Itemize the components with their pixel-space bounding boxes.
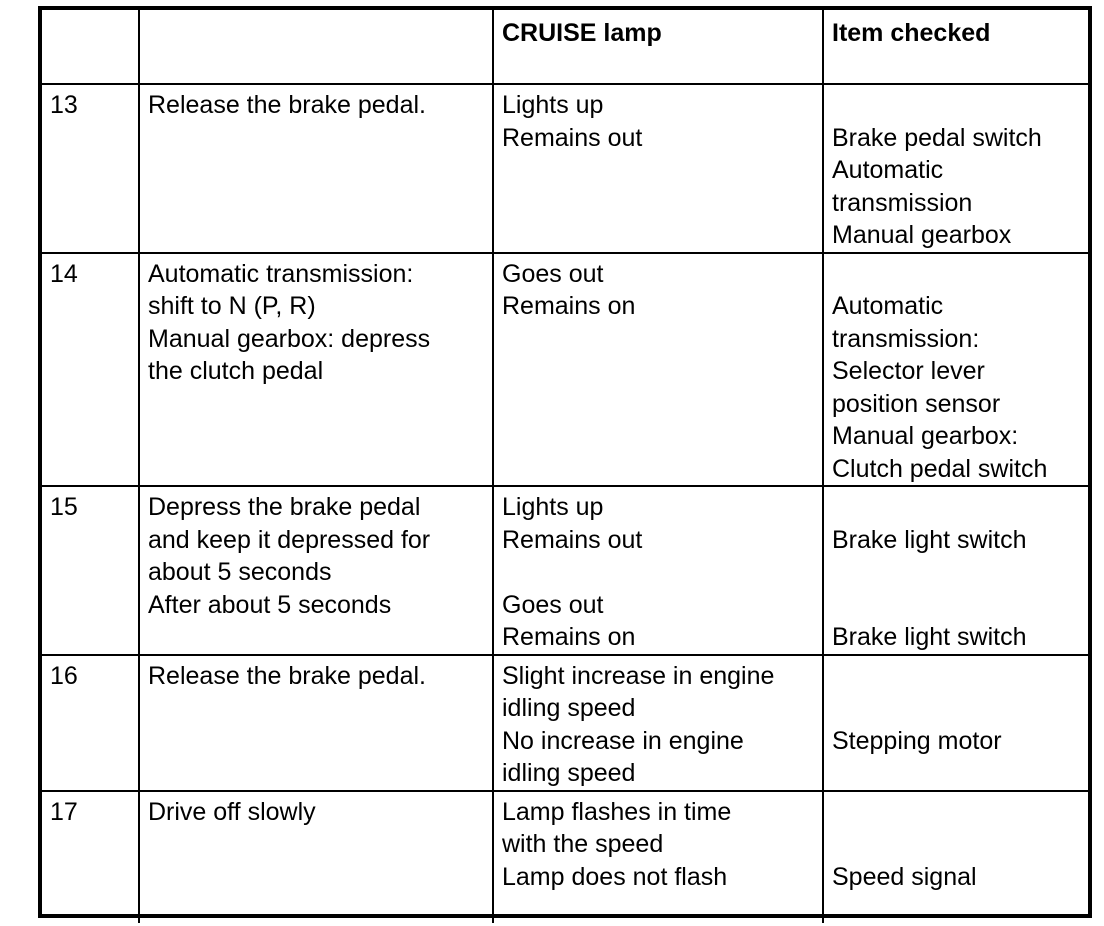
- lamp-line: Lights up: [502, 91, 604, 119]
- action-line: Drive off slowly: [148, 797, 316, 826]
- action-line: shift to N (P, R): [148, 292, 316, 320]
- item-line: Manual gearbox:: [832, 422, 1019, 450]
- lamp-line: Remains on: [502, 292, 636, 320]
- step-number: 15: [42, 486, 139, 655]
- lamp-line: idling speed: [502, 759, 636, 787]
- lamp-line: Goes out: [502, 590, 604, 619]
- action-cell: [139, 84, 493, 253]
- action-cell: [139, 486, 493, 655]
- item-line: Selector lever: [832, 357, 985, 385]
- lamp-line: Remains out: [502, 123, 643, 152]
- item-line: transmission:: [832, 324, 980, 353]
- header-item-checked: Item checked: [823, 10, 1088, 84]
- action-line: Manual gearbox: depress: [148, 324, 431, 353]
- item-line: Clutch pedal switch: [832, 454, 1048, 483]
- action-line: Release the brake pedal.: [148, 91, 426, 119]
- document-page: [38, 6, 1092, 918]
- lamp-cell: [493, 84, 823, 253]
- action-line: Depress the brake pedal: [148, 493, 421, 521]
- step-number: 14: [42, 253, 139, 487]
- lamp-line: Lights up: [502, 493, 604, 521]
- item-line: Speed signal: [832, 862, 977, 891]
- step-number: 17: [42, 791, 139, 923]
- action-cell: [139, 655, 493, 791]
- action-cell: [139, 253, 493, 487]
- table-row: [42, 84, 1088, 253]
- item-line: position sensor: [832, 389, 1001, 418]
- action-cell: [139, 791, 493, 923]
- action-line: and keep it depressed for: [148, 525, 431, 554]
- action-line: Release the brake pedal.: [148, 661, 426, 690]
- item-cell: [823, 253, 1088, 487]
- lamp-line: Lamp does not flash: [502, 862, 728, 891]
- header-action: [139, 10, 493, 84]
- item-cell: [823, 486, 1088, 655]
- item-line: Automatic: [832, 292, 944, 320]
- action-line: Automatic transmission:: [148, 259, 414, 288]
- table-row: [42, 655, 1088, 791]
- step-number: 16: [42, 655, 139, 791]
- lamp-line: Remains out: [502, 525, 643, 554]
- lamp-line: with the speed: [502, 830, 664, 858]
- lamp-cell: [493, 486, 823, 655]
- table-row: [42, 791, 1088, 923]
- item-line: Brake light switch: [832, 525, 1027, 554]
- lamp-line: idling speed: [502, 694, 636, 722]
- item-line: Brake pedal switch: [832, 123, 1042, 152]
- lamp-cell: [493, 655, 823, 791]
- header-step: [42, 10, 139, 84]
- step-number: 13: [42, 84, 139, 253]
- item-line: Automatic: [832, 156, 944, 184]
- lamp-line: Lamp flashes in time: [502, 797, 732, 826]
- check-table: [42, 10, 1088, 923]
- item-line: Stepping motor: [832, 726, 1002, 755]
- item-cell: [823, 791, 1088, 923]
- item-line: transmission: [832, 188, 973, 217]
- action-line: After about 5 seconds: [148, 590, 392, 619]
- table-header-row: [42, 10, 1088, 84]
- lamp-cell: [493, 791, 823, 923]
- item-line: Brake light switch: [832, 623, 1027, 651]
- lamp-line: Goes out: [502, 259, 604, 288]
- action-line: about 5 seconds: [148, 558, 332, 586]
- lamp-cell: [493, 253, 823, 487]
- item-line: Manual gearbox: [832, 221, 1012, 249]
- table-row: [42, 486, 1088, 655]
- lamp-line: Slight increase in engine: [502, 661, 775, 690]
- table-row: [42, 253, 1088, 487]
- item-cell: [823, 655, 1088, 791]
- lamp-line: Remains on: [502, 623, 636, 651]
- lamp-line: No increase in engine: [502, 726, 744, 755]
- header-cruise-lamp: CRUISE lamp: [493, 10, 823, 84]
- action-line: the clutch pedal: [148, 357, 324, 385]
- item-cell: [823, 84, 1088, 253]
